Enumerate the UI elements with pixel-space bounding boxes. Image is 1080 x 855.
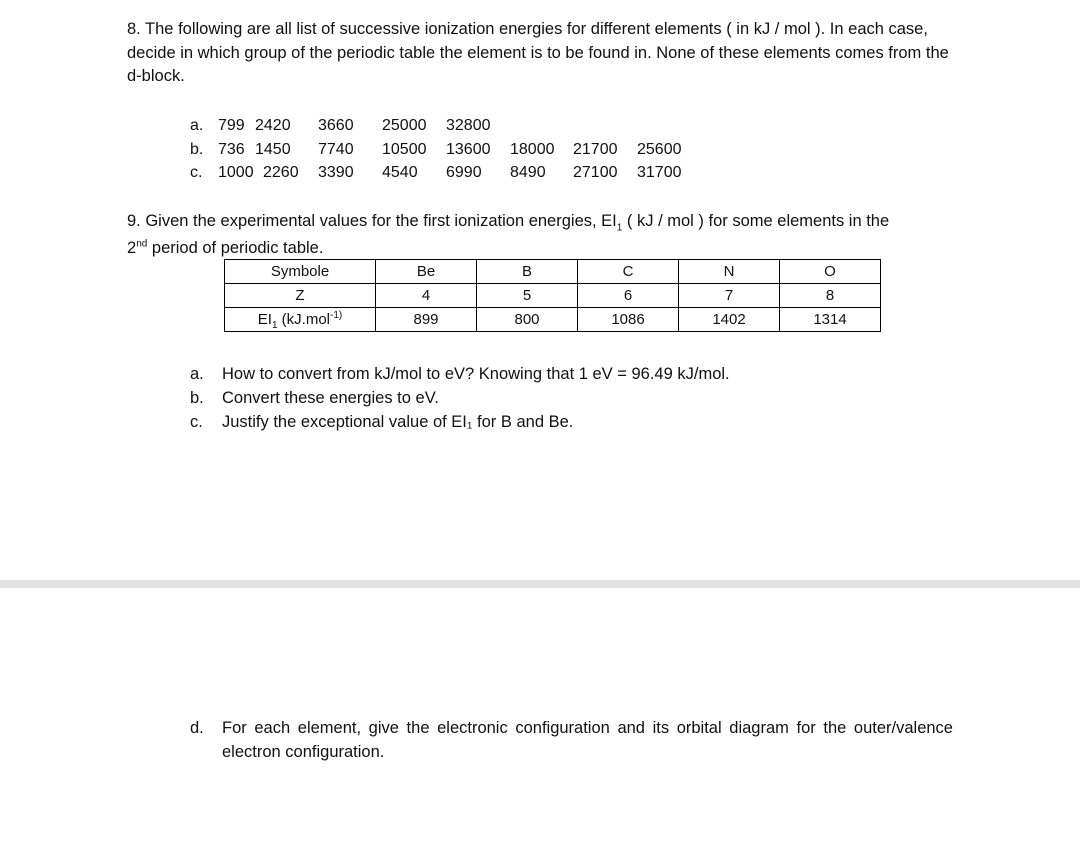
ionization-series-list bbox=[190, 114, 701, 185]
ionization-energy-table bbox=[224, 259, 881, 332]
page-separator bbox=[0, 580, 1080, 588]
list-marker: b. bbox=[190, 389, 204, 407]
ordinal-superscript: nd bbox=[136, 238, 148, 250]
subquestion-a bbox=[190, 362, 730, 386]
table-cell: O bbox=[780, 260, 881, 284]
table-row-z bbox=[225, 284, 881, 308]
period-number: 2 bbox=[127, 239, 137, 257]
series-label: b. bbox=[190, 140, 204, 158]
table-cell: C bbox=[578, 260, 679, 284]
list-marker: c. bbox=[190, 413, 203, 431]
table-cell: 8 bbox=[780, 284, 881, 308]
question-9-text-rest: ( kJ / mol ) for some elements in the bbox=[622, 212, 890, 230]
series-value: 27100 bbox=[573, 164, 618, 181]
row-header-symbol: Symbole bbox=[225, 260, 376, 284]
subquestion-text: How to convert from kJ/mol to eV? Knowing that 1 eV = 96.49 kJ/mol. bbox=[222, 365, 730, 383]
row-header-z: Z bbox=[225, 284, 376, 308]
question-9-line-2 bbox=[127, 235, 967, 262]
series-value: 1000 bbox=[218, 164, 254, 181]
series-value: 4540 bbox=[382, 164, 418, 181]
ei-symbol: EI bbox=[257, 311, 272, 328]
series-value: 25600 bbox=[637, 140, 682, 158]
table-cell: N bbox=[679, 260, 780, 284]
table-cell: 4 bbox=[376, 284, 477, 308]
series-value: 3660 bbox=[318, 117, 354, 134]
series-value: 799 bbox=[218, 117, 245, 134]
superscript: -1) bbox=[330, 310, 343, 321]
question-8-text: 8. The following are all list of successive ionization energies for different elements ( in kJ / mol ). In each case, decide in which group of the periodic table the element is to be found in. None of these elements comes from the d-block. bbox=[127, 20, 949, 85]
table-cell: 1314 bbox=[780, 308, 881, 332]
subquestion-d bbox=[190, 716, 953, 764]
table-cell: 1402 bbox=[679, 308, 780, 332]
series-value: 7740 bbox=[318, 140, 354, 158]
series-row-c bbox=[190, 161, 701, 185]
subquestion-c bbox=[190, 410, 730, 434]
table-cell: Be bbox=[376, 260, 477, 284]
series-value: 32800 bbox=[446, 117, 491, 134]
list-marker: a. bbox=[190, 365, 204, 383]
subscript: 1 bbox=[616, 222, 623, 234]
question-9 bbox=[127, 208, 967, 262]
table-row-ei bbox=[225, 308, 881, 332]
table-cell: 7 bbox=[679, 284, 780, 308]
question-8 bbox=[127, 18, 957, 89]
table-row-symbol bbox=[225, 260, 881, 284]
table-cell: 5 bbox=[477, 284, 578, 308]
series-value: 1450 bbox=[255, 140, 291, 158]
series-value: 10500 bbox=[382, 140, 427, 158]
series-value: 6990 bbox=[446, 164, 482, 181]
question-9-line-1 bbox=[127, 208, 967, 235]
ei-unit: (kJ.mol bbox=[277, 311, 330, 328]
row-header-ei bbox=[225, 308, 376, 332]
subquestion-b bbox=[190, 386, 730, 410]
document-page-2 bbox=[0, 588, 1080, 855]
series-row-b bbox=[190, 138, 701, 162]
table-cell: 6 bbox=[578, 284, 679, 308]
series-value: 736 bbox=[218, 140, 245, 158]
series-value: 2420 bbox=[255, 117, 291, 134]
subquestion-text: Justify the exceptional value of EI₁ for B and Be. bbox=[222, 413, 574, 431]
series-value: 31700 bbox=[637, 164, 682, 181]
question-9-subquestions bbox=[190, 362, 730, 434]
table-cell: 800 bbox=[477, 308, 578, 332]
subscript: 1 bbox=[271, 320, 278, 331]
list-marker: d. bbox=[190, 719, 204, 737]
series-value: 25000 bbox=[382, 117, 427, 134]
series-label: c. bbox=[190, 164, 203, 181]
question-9-text-end: period of periodic table. bbox=[147, 239, 324, 257]
subquestion-text: For each element, give the electronic configuration and its orbital diagram for the outer/valence electron configuration. bbox=[222, 719, 953, 761]
series-row-a bbox=[190, 114, 701, 138]
series-value: 2260 bbox=[263, 164, 299, 181]
series-label: a. bbox=[190, 117, 204, 134]
series-value: 3390 bbox=[318, 164, 354, 181]
subquestion-text: Convert these energies to eV. bbox=[222, 389, 439, 407]
series-value: 18000 bbox=[510, 140, 555, 158]
question-9-text: 9. Given the experimental values for the first ionization energies, EI bbox=[127, 212, 617, 230]
table-cell: 899 bbox=[376, 308, 477, 332]
table-cell: 1086 bbox=[578, 308, 679, 332]
series-value: 13600 bbox=[446, 140, 491, 158]
series-value: 21700 bbox=[573, 140, 618, 158]
series-value: 8490 bbox=[510, 164, 546, 181]
table-cell: B bbox=[477, 260, 578, 284]
